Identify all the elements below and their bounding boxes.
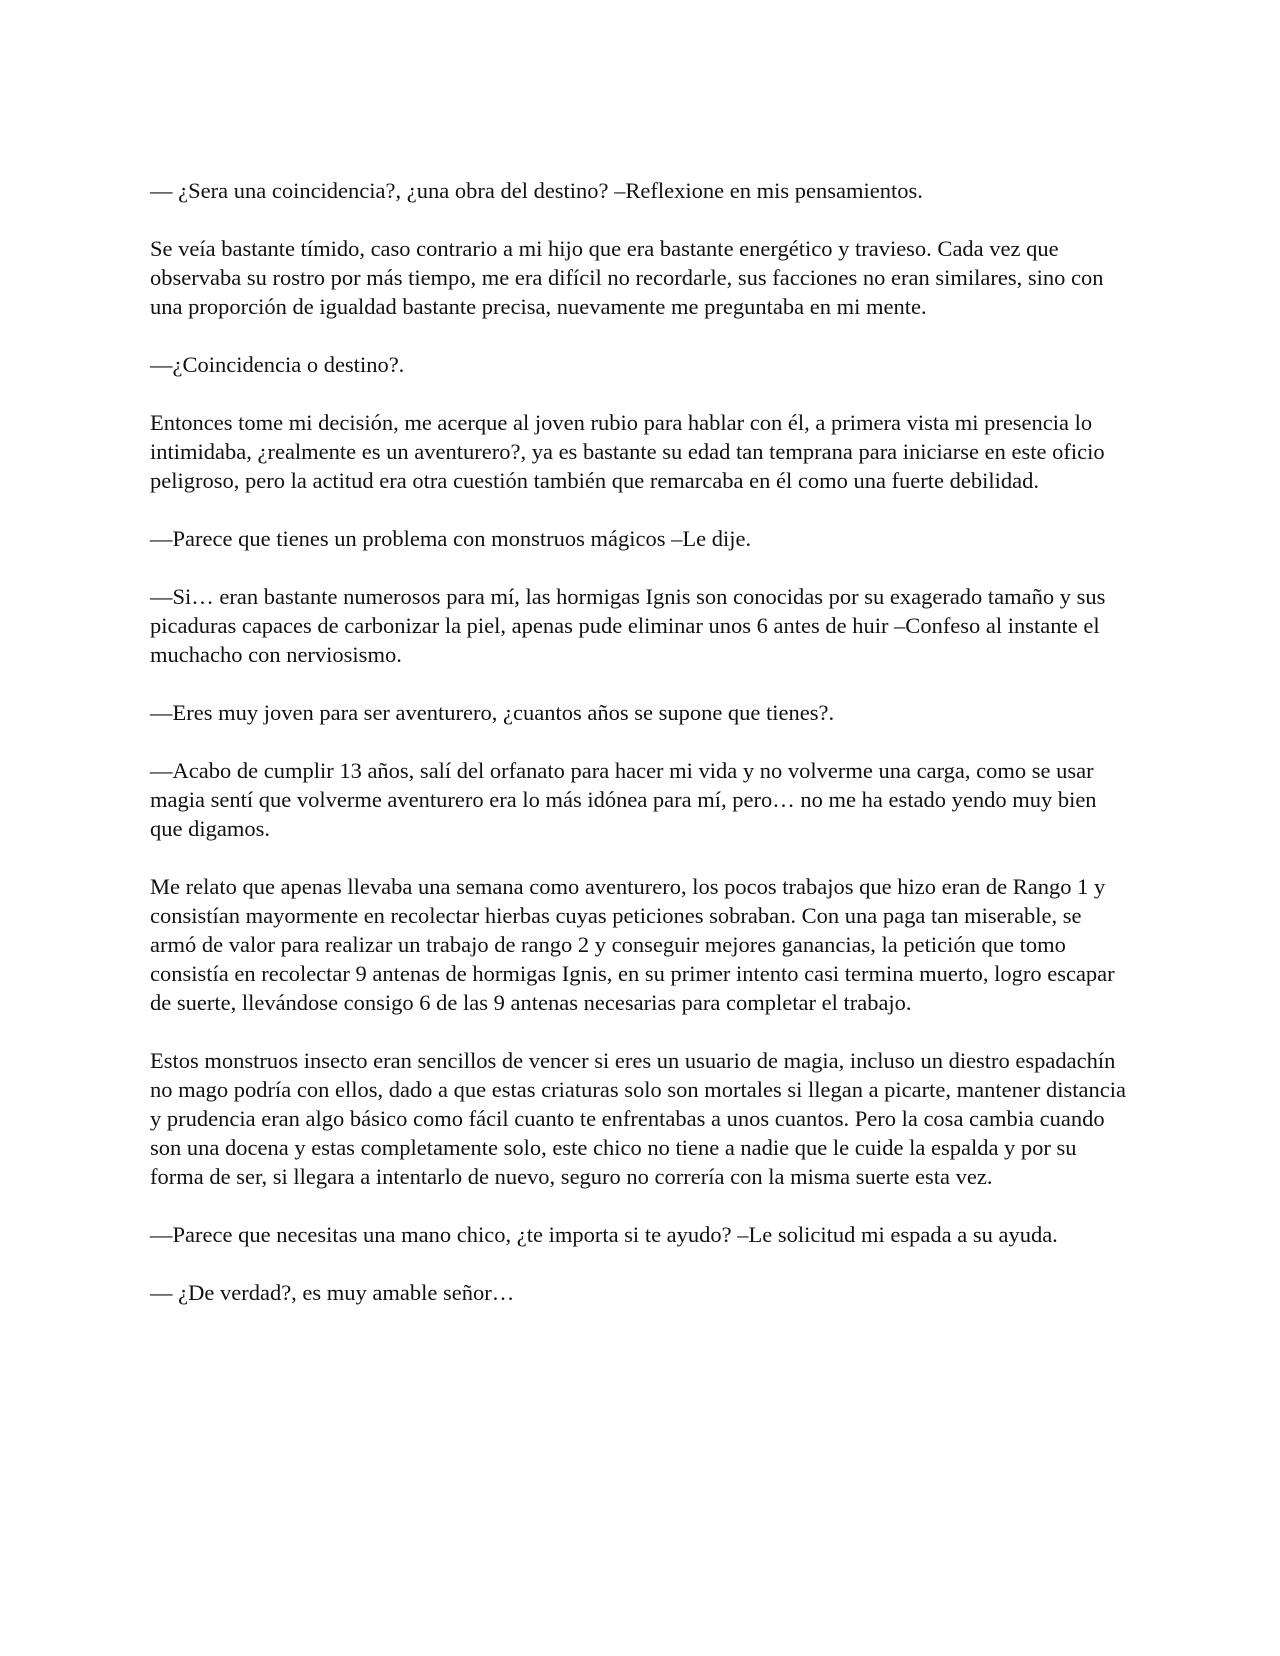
- paragraph: — ¿Sera una coincidencia?, ¿una obra del destino? –Reflexione en mis pensamientos.: [150, 178, 923, 203]
- paragraph: Me relato que apenas llevaba una semana como aventurero, los pocos trabajos que hizo eran de Rango 1 y consistían mayormente en recolectar hierbas cuyas peticiones sobraban. Con una paga tan miserable, se armó de valor para realizar un trabajo de rango 2 y conseguir mejores ganancias, la petición que tomo consistía en recolectar 9 antenas de hormigas Ignis, en su primer intento casi termina muerto, logro escapar de suerte, llevándose consigo 6 de las 9 antenas necesarias para completar el trabajo.: [150, 874, 1115, 1015]
- paragraph: —Parece que necesitas una mano chico, ¿te importa si te ayudo? –Le solicitud mi espada a su ayuda.: [150, 1222, 1058, 1247]
- paragraph: — ¿De verdad?, es muy amable señor…: [150, 1280, 515, 1305]
- document-page: [150, 176, 1130, 1307]
- paragraph: —Acabo de cumplir 13 años, salí del orfanato para hacer mi vida y no volverme una carga, como se usar magia sentí que volverme aventurero era lo más idónea para mí, pero… no me ha estado yendo muy bien que digamos.: [150, 758, 1097, 841]
- paragraph: —Si… eran bastante numerosos para mí, las hormigas Ignis son conocidas por su exagerado tamaño y sus picaduras capaces de carbonizar la piel, apenas pude eliminar unos 6 antes de huir –Confeso al instante el muchacho con nerviosismo.: [150, 584, 1106, 667]
- paragraph: —Parece que tienes un problema con monstruos mágicos –Le dije.: [150, 526, 752, 551]
- paragraph: —¿Coincidencia o destino?.: [150, 352, 405, 377]
- paragraph: Entonces tome mi decisión, me acerque al joven rubio para hablar con él, a primera vista mi presencia lo intimidaba, ¿realmente es un aventurero?, ya es bastante su edad tan temprana para iniciarse en este oficio peligroso, pero la actitud era otra cuestión también que remarcaba en él como una fuerte debilidad.: [150, 410, 1105, 493]
- paragraph: Estos monstruos insecto eran sencillos de vencer si eres un usuario de magia, incluso un diestro espadachín no mago podría con ellos, dado a que estas criaturas solo son mortales si llegan a picarte, mantener distancia y prudencia eran algo básico como fácil cuanto te enfrentabas a unos cuantos. Pero la cosa cambia cuando son una docena y estas completamente solo, este chico no tiene a nadie que le cuide la espalda y por su forma de ser, si llegara a intentarlo de nuevo, seguro no correría con la misma suerte esta vez.: [150, 1048, 1126, 1189]
- paragraph: Se veía bastante tímido, caso contrario a mi hijo que era bastante energético y travieso. Cada vez que observaba su rostro por más tiempo, me era difícil no recordarle, sus facciones no eran similares, sino con una proporción de igualdad bastante precisa, nuevamente me preguntaba en mi mente.: [150, 236, 1104, 319]
- paragraph: —Eres muy joven para ser aventurero, ¿cuantos años se supone que tienes?.: [150, 700, 835, 725]
